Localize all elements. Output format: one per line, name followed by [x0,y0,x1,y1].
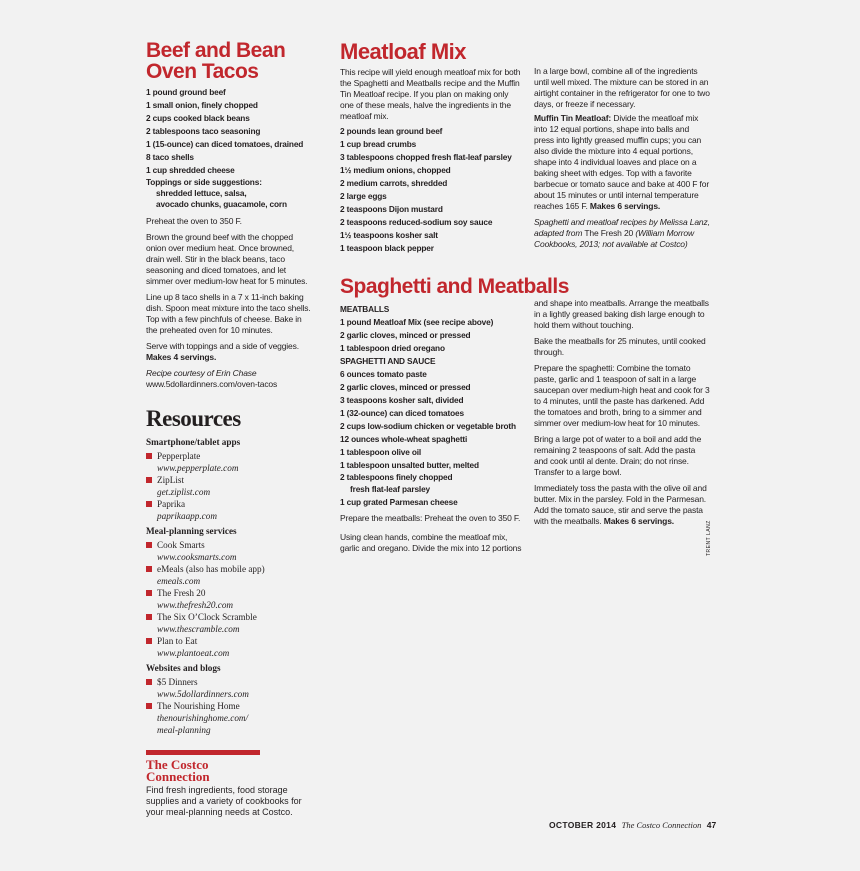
ingredient: 1 (15-ounce) can diced tomatoes, drained [146,139,304,149]
resource-item: The Six O’Clock Scramble www.thescramble.com [146,611,311,635]
tacos-step: Line up 8 taco shells in a 7 x 11-inch baking dish. Spoon meat mixture into the taco shells. Top with a few pinchfuls of cheese. Bake in the preheated oven for 10 minutes. [146,292,311,335]
ingredient: 1 cup grated Parmesan cheese [340,497,458,507]
ingredient: 6 ounces tomato paste [340,369,427,379]
ingredient: 2 garlic cloves, minced or pressed [340,382,471,392]
tacos-servings: Makes 4 servings. [146,352,217,362]
ingredient: 2 medium carrots, shredded [340,178,448,188]
resources-list [146,450,311,522]
ingredient: 2 cups cooked black beans [146,113,250,123]
magazine-name: The Costco Connection [621,820,702,830]
ingredient: 2 teaspoons reduced-sodium soy sauce [340,217,493,227]
tacos-title: Beef and Bean Oven Tacos [146,39,286,83]
resource-item: $5 Dinners www.5dollardinners.com [146,676,311,700]
bullet-square-icon [146,638,152,644]
muffin-tin-meatloaf: Muffin Tin Meatloaf: Divide the meatloaf mix into 12 equal portions, shape into balls and press into lightly greased muffin cups; you can also divide the mixture into 4 equal portions, shape into 4 individual loaves and place on a baking sheet with edges. Top with a favorite barbecue or tomato sauce and bake at 400 F for about 15 minutes or until internal temperature reaches 165 F. Makes 6 servings. [534,113,710,211]
right-column [534,66,710,532]
bullet-square-icon [146,501,152,507]
page-number: 47 [706,820,717,830]
ingredient: 12 ounces whole-wheat spaghetti [340,434,468,444]
ingredient: 1 teaspoon black pepper [340,243,434,253]
bullet-square-icon [146,703,152,709]
resources-heading: Websites and blogs [146,663,221,673]
spaghetti-ingredients [340,303,522,509]
ingredient: 2 pounds lean ground beef [340,126,443,136]
bullet-square-icon [146,566,152,572]
spaghetti-title: Spaghetti and Meatballs [340,275,569,298]
ingredient: 2 teaspoons Dijon mustard [340,204,443,214]
ingredient: 3 tablespoons chopped fresh flat-leaf parsley [340,152,512,162]
ingredient: 8 taco shells [146,152,194,162]
ingredient: 1 tablespoon unsalted butter, melted [340,460,479,470]
ingredient: 1½ teaspoons kosher salt [340,230,438,240]
ingredient: 2 tablespoons finely chopped [340,472,453,482]
tacos-credit-url: www.5dollardinners.com/oven-tacos [146,379,278,389]
ingredient: 1 pound ground beef [146,87,226,97]
ingredient: 1 tablespoon dried oregano [340,343,445,353]
ingredient: 3 teaspoons kosher salt, divided [340,395,464,405]
resource-item: Plan to Eat www.plantoeat.com [146,635,311,659]
ingredient: 1 (32-ounce) can diced tomatoes [340,408,464,418]
resources-heading: Smartphone/tablet apps [146,437,241,447]
ingredient-sub: shredded lettuce, salsa, [156,188,247,198]
ingredient: 1 cup shredded cheese [146,165,235,175]
spaghetti-step: Prepare the spaghetti: Combine the tomato paste, garlic and 1 teaspoon of salt in a large saucepan over medium-high heat and cook for 3 to 4 minutes, until the paste has darkened. Add the tomatoes and broth, bring to a simmer and simmer over medium-low heat for 10 minutes. [534,363,710,428]
meatloaf-intro: This recipe will yield enough meatloaf mix for both the Spaghetti and Meatballs recipe and the Muffin Tin Meatloaf recipe. If you plan on making only one of these meals, halve the ingredients in the meatloaf mix. [340,67,521,121]
resources-list [146,539,311,659]
bullet-square-icon [146,590,152,596]
meatloaf-credit: Spaghetti and meatloaf recipes by Melissa Lanz, adapted from The Fresh 20 (William Morrow Cookbooks, 2013; not available at Costco) [534,217,710,249]
bullet-square-icon [146,477,152,483]
spaghetti-step: Using clean hands, combine the meatloaf mix, garlic and oregano. Divide the mix into 12 portions [340,532,522,553]
tacos-credit: Recipe courtesy of Erin Chase www.5dollardinners.com/oven-tacos [146,368,278,389]
meatloaf-title: Meatloaf Mix [340,39,467,64]
tacos-ingredients [146,86,311,210]
left-column [146,40,311,818]
tacos-step: Preheat the oven to 350 F. [146,216,242,226]
bullet-square-icon [146,453,152,459]
ingredient: Toppings or side suggestions: [146,177,262,187]
resources-list [146,676,311,736]
ingredient: 2 garlic cloves, minced or pressed [340,330,471,340]
resource-item: Paprika paprikaapp.com [146,498,311,522]
spaghetti-step: Bake the meatballs for 25 minutes, until cooked through. [534,336,706,357]
bullet-square-icon [146,614,152,620]
page-footer [549,820,716,830]
costco-title: The Costco Connection [146,757,210,784]
spaghetti-step: Immediately toss the pasta with the olive oil and butter. Mix in the parsley. Fold in the Parmesan. Add the tomato sauce, stir and serve the pasta with the meatballs. Makes 6 servings. [534,483,707,526]
resource-item: ZipList get.ziplist.com [146,474,311,498]
photo-credit: TRENT LANZ [706,520,712,556]
ingredient: 2 large eggs [340,191,387,201]
resource-item: The Fresh 20 www.thefresh20.com [146,587,311,611]
ingredient-heading: MEATBALLS [340,304,390,314]
resource-item: eMeals (also has mobile app) emeals.com [146,563,311,587]
costco-text: Find fresh ingredients, food storage supplies and a variety of cookbooks for your meal-planning needs at Costco. [146,785,302,817]
middle-column [340,39,569,559]
spaghetti-step: Prepare the meatballs: Preheat the oven to 350 F. [340,513,521,523]
bullet-square-icon [146,679,152,685]
ingredient-sub: fresh flat-leaf parsley [350,484,431,494]
bullet-square-icon [146,542,152,548]
resource-item: Pepperplate www.pepperplate.com [146,450,311,474]
ingredient: 2 tablespoons taco seasoning [146,126,261,136]
meatloaf-ingredients [340,125,522,255]
ingredient: 1½ medium onions, chopped [340,165,451,175]
tacos-step: Brown the ground beef with the chopped onion over medium heat. Once browned, drain well. Stir in the black beans, taco seasoning and diced tomatoes, and let simmer over medium-low heat for 5 minutes. [146,232,308,286]
resources-title: Resources [146,406,241,431]
ingredient: 1 tablespoon olive oil [340,447,422,457]
ingredient: 1 cup bread crumbs [340,139,417,149]
resource-item: Cook Smarts www.cooksmarts.com [146,539,311,563]
ingredient: 2 cups low-sodium chicken or vegetable broth [340,421,516,431]
spaghetti-step: and shape into meatballs. Arrange the meatballs in a lightly greased baking dish large enough to hold them without touching. [534,298,709,330]
ingredient-sub: avocado chunks, guacamole, corn [156,199,287,209]
meatloaf-step: In a large bowl, combine all of the ingredients until well mixed. The mixture can be stored in an airtight container in the refrigerator for one to two days, or freeze if necessary. [534,66,710,109]
tacos-step: Serve with toppings and a side of veggies. Makes 4 servings. [146,341,299,362]
ingredient: 1 small onion, finely chopped [146,100,258,110]
spaghetti-step: Bring a large pot of water to a boil and add the remaining 2 teaspoons of salt. Add the pasta and cook until al dente. Drain; do not rinse. Transfer to a large bowl. [534,434,702,477]
issue-date: OCTOBER 2014 [549,820,617,830]
ingredient: 1 pound Meatloaf Mix (see recipe above) [340,317,494,327]
ingredient-heading: SPAGHETTI AND SAUCE [340,356,436,366]
resources-heading: Meal-planning services [146,526,237,536]
resource-item: The Nourishing Home thenourishinghome.com/ meal-planning [146,700,311,736]
spaghetti-servings: Makes 6 servings. [603,516,674,526]
costco-divider [146,750,260,755]
